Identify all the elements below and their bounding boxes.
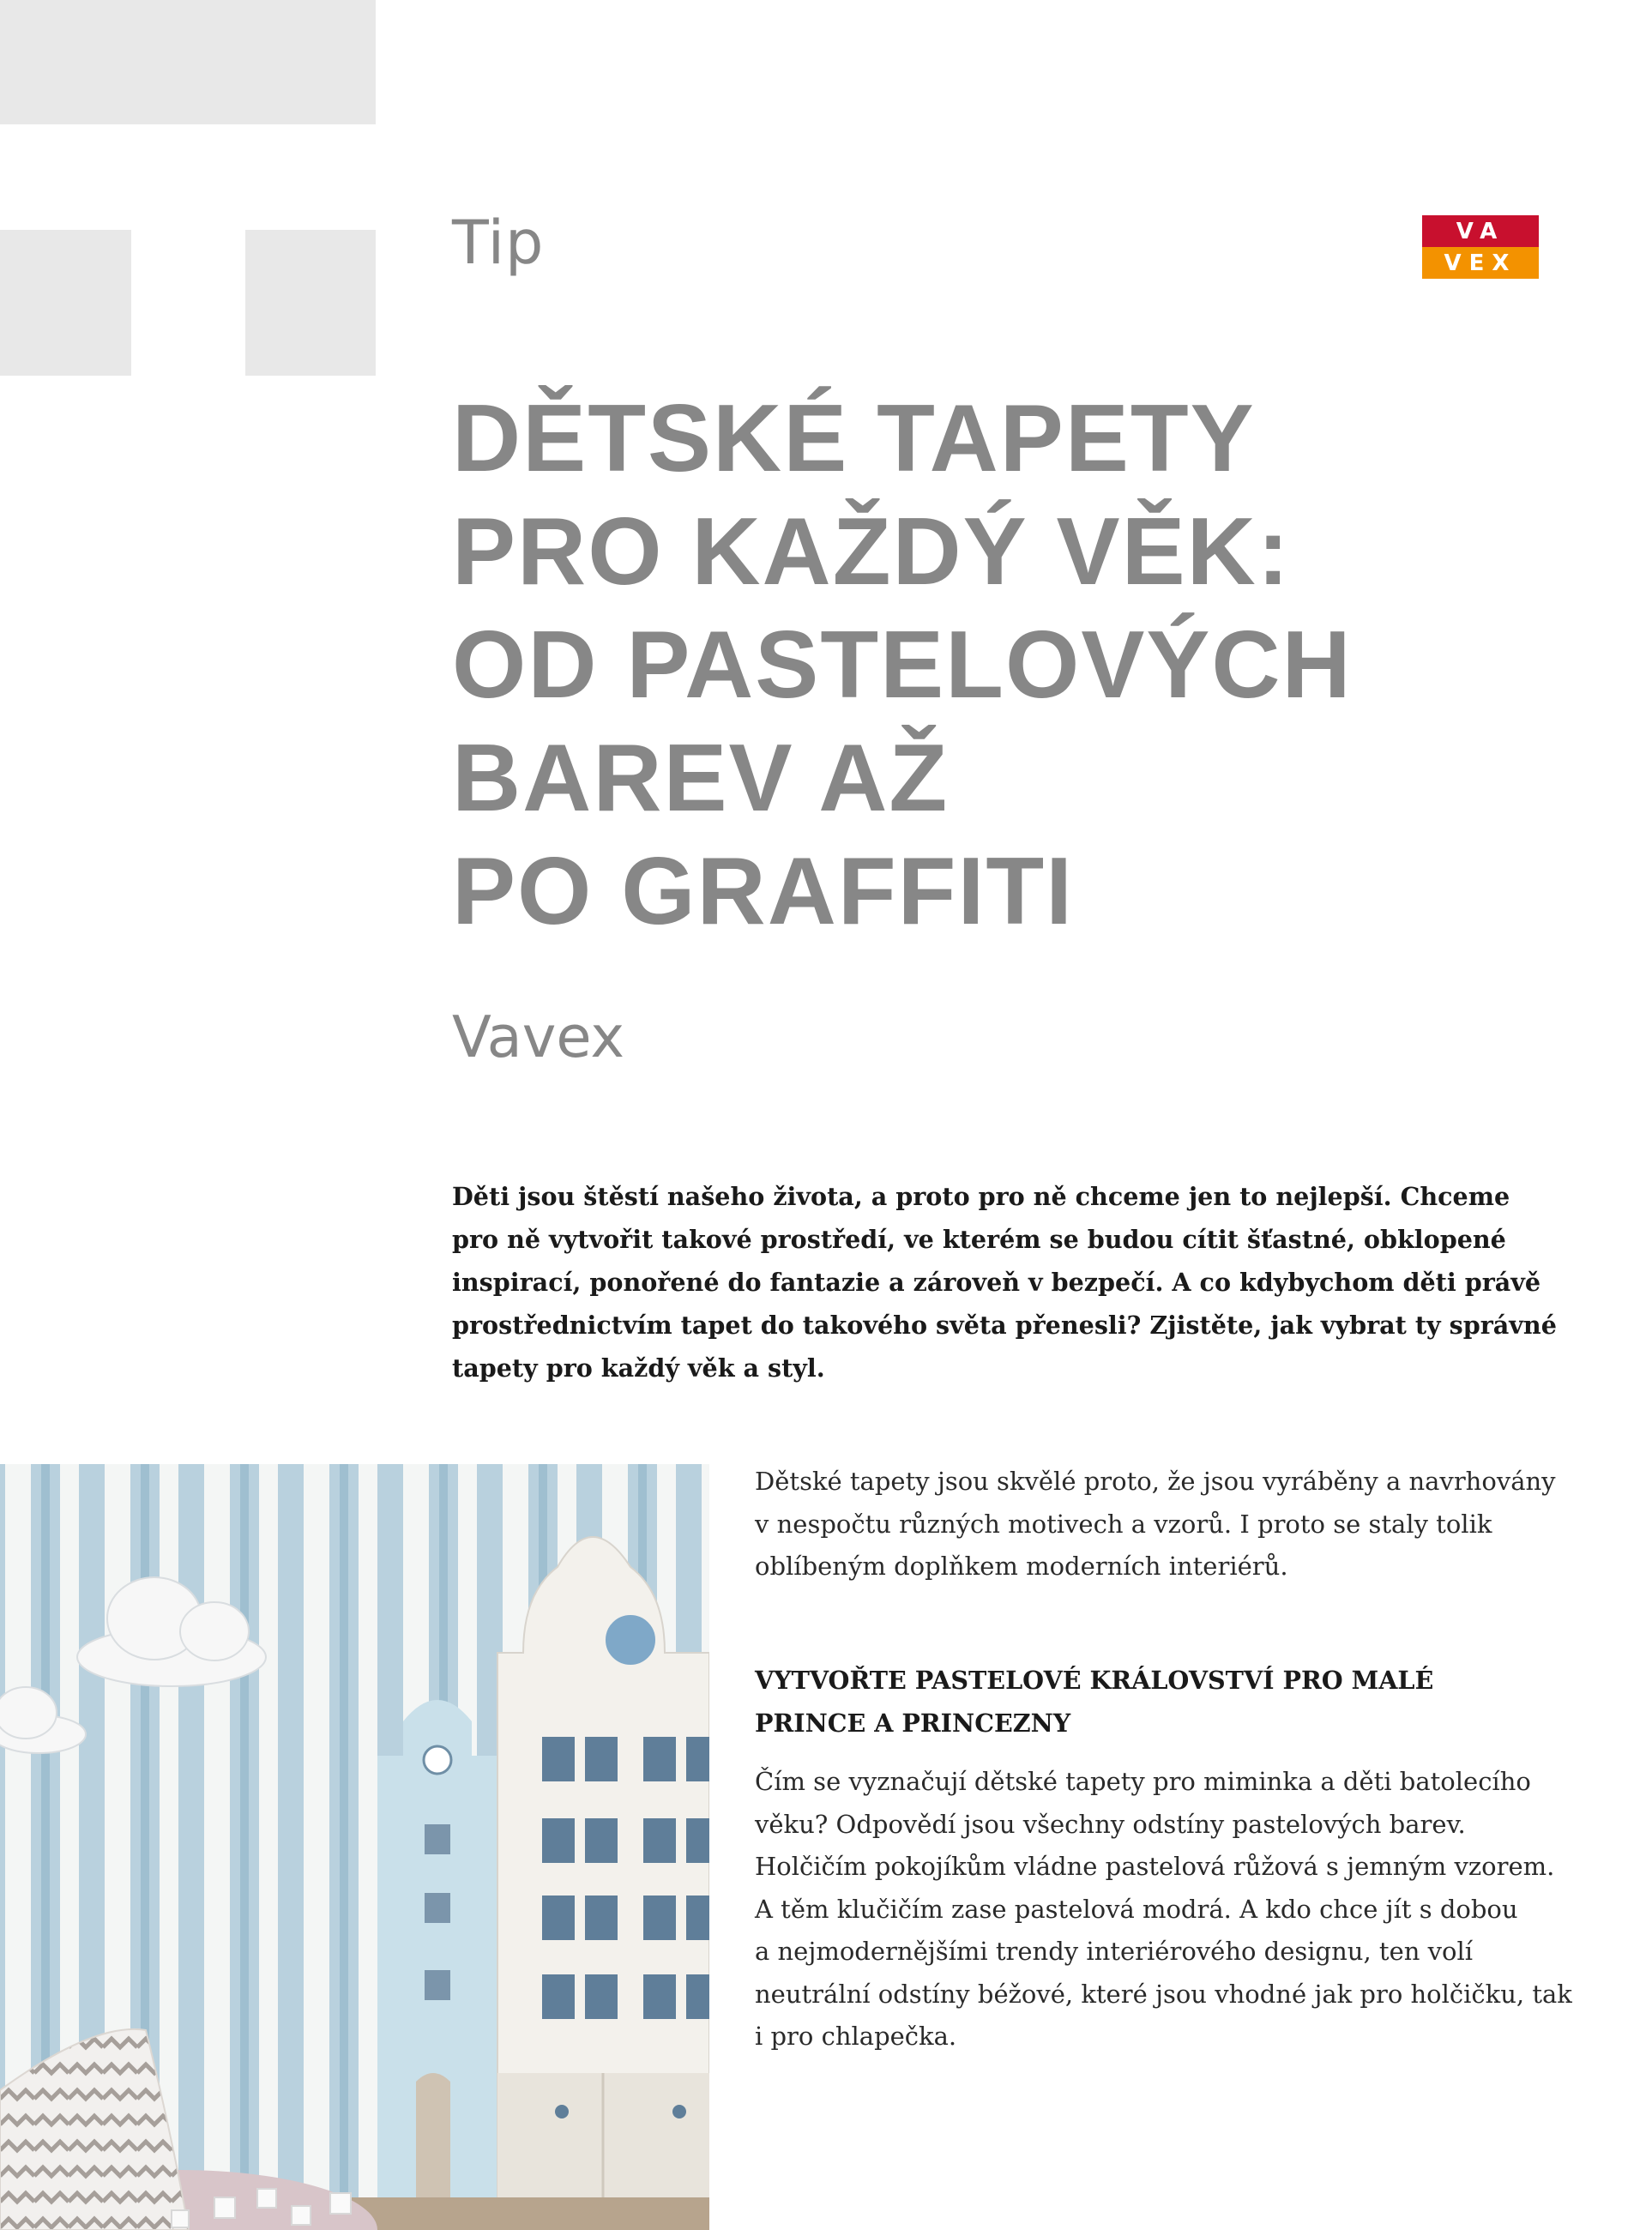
subheading-line: PRINCE A PRINCEZNY (755, 1708, 1071, 1738)
logo-line-2: VEX (1422, 247, 1539, 279)
decorative-block-top (0, 0, 376, 124)
paragraph-line: A těm klučičím zase pastelová modrá. A kdo chce jít s dobou (755, 1894, 1518, 1924)
article-headline (452, 382, 1567, 948)
headline-line: BAREV AŽ (452, 725, 950, 831)
paragraph-line: Dětské tapety jsou skvělé proto, že jsou vyráběny a navrhovány (755, 1467, 1556, 1496)
decorative-block-right (245, 230, 376, 376)
paragraph-line: i pro chlapečka. (755, 2022, 957, 2051)
paragraph-line: v nespočtu různých motivech a vzorů. I proto se staly tolik (755, 1509, 1492, 1539)
section-subheading (755, 1660, 1570, 1745)
kids-room-photo (0, 1464, 709, 2230)
lead-line: pro ně vytvořit takové prostředí, ve kterém se budou cítit šťastné, obklopené (452, 1225, 1506, 1254)
paragraph-line: Holčičím pokojíkům vládne pastelová růžová s jemným vzorem. (755, 1852, 1555, 1881)
lead-line: Děti jsou štěstí našeho života, a proto pro ně chceme jen to nejlepší. Chceme (452, 1182, 1510, 1211)
subheading-line: VYTVOŘTE PASTELOVÉ KRÁLOVSTVÍ PRO MALÉ (755, 1666, 1434, 1695)
paragraph-line: oblíbeným doplňkem moderních interiérů. (755, 1552, 1288, 1581)
lead-line: prostřednictvím tapet do takového světa přenesli? Zjistěte, jak vybrat ty správné (452, 1311, 1557, 1340)
lead-paragraph (452, 1175, 1557, 1389)
headline-line: PO GRAFFITI (452, 838, 1074, 944)
article-author: Vavex (452, 1003, 625, 1070)
logo-line-1: VA (1422, 215, 1539, 247)
headline-line: OD PASTELOVÝCH (452, 612, 1353, 718)
headline-line: DĚTSKÉ TAPETY (452, 385, 1256, 491)
decorative-block-left (0, 230, 131, 376)
vavex-logo (1422, 215, 1539, 279)
paragraph-line: neutrální odstíny béžové, které jsou vhodné jak pro holčičku, tak (755, 1979, 1572, 2009)
paragraph-line: Čím se vyznačují dětské tapety pro miminka a děti batolecího (755, 1767, 1531, 1796)
paragraph-line: věku? Odpovědí jsou všechny odstíny pastelových barev. (755, 1809, 1466, 1839)
section-label: Tip (452, 208, 545, 278)
lead-line: tapety pro každý věk a styl. (452, 1353, 825, 1383)
paragraph-intro (755, 1461, 1570, 1588)
lead-line: inspirací, ponořené do fantazie a zároveň v bezpečí. A co kdybychom děti právě (452, 1268, 1541, 1297)
paragraph-line: a nejmodernějšími trendy interiérového designu, ten volí (755, 1937, 1474, 1966)
paragraph-pastel (755, 1761, 1570, 2058)
headline-line: PRO KAŽDÝ VĚK: (452, 498, 1291, 605)
